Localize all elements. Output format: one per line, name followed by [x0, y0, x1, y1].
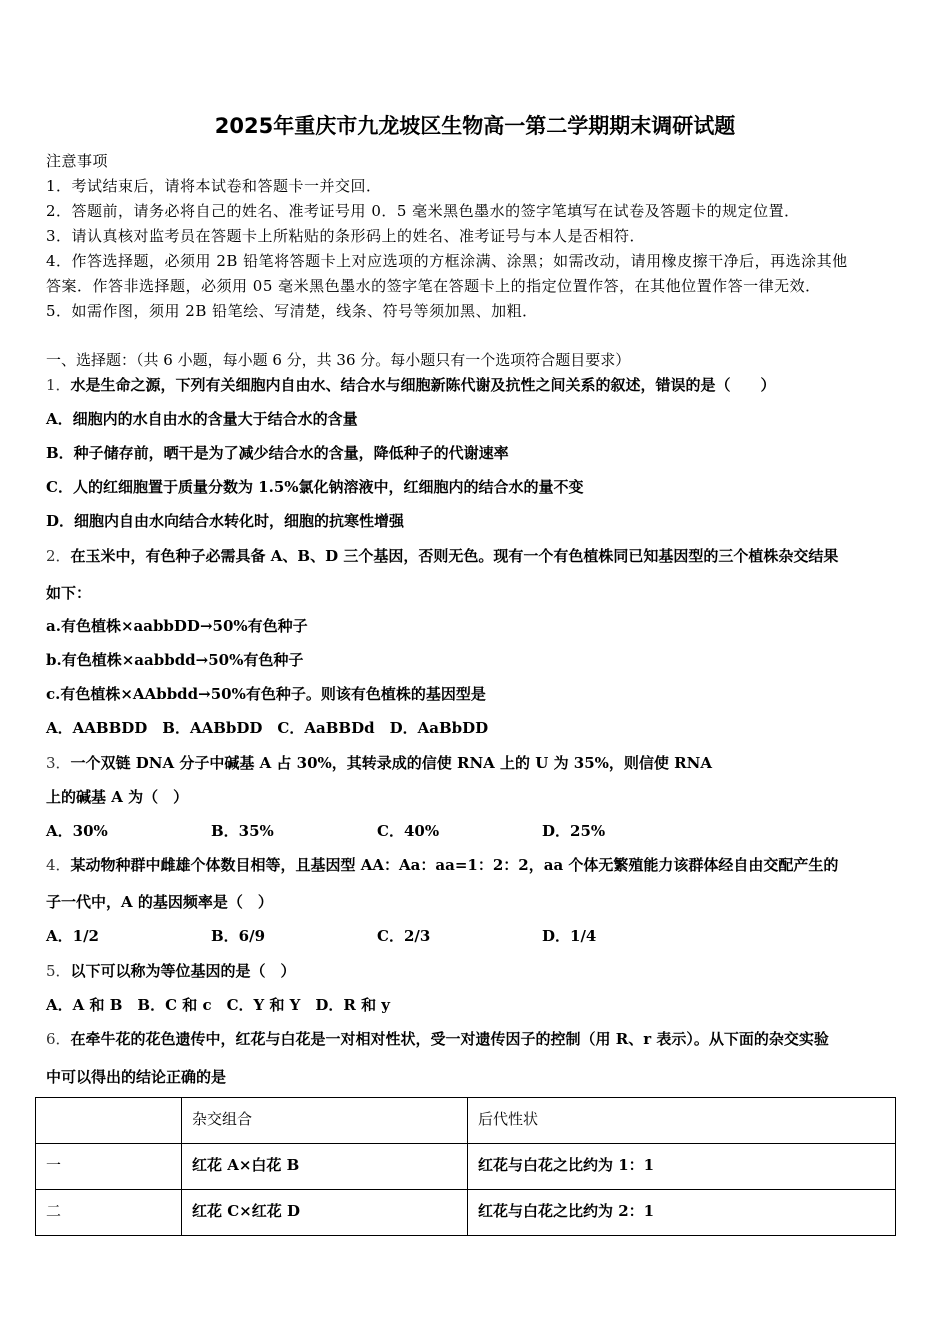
question-3-option-a: A．30% [46, 822, 108, 840]
table-cell: 红花 A×白花 B [182, 1144, 468, 1190]
cross-table [35, 1097, 896, 1236]
question-6-stem [46, 1029, 829, 1049]
section-heading: 一、选择题：（共 6 小题，每小题 6 分，共 36 分。每小题只有一个选项符合题目要求） [46, 351, 631, 369]
question-text: 在玉米中，有色种子必需具备 A、B、D 三个基因，否则无色。现有一个有色植株同已知基因型的三个植株杂交结果 [70, 547, 839, 565]
question-text: 以下可以称为等位基因的是（ ） [70, 962, 296, 980]
question-2-options: A．AABBDD B．AABbDD C．AaBBDd D．AaBbDD [46, 719, 489, 737]
table-cell: 红花与白花之比约为 2：1 [468, 1190, 896, 1236]
notice-item: 5．如需作图，须用 2B 铅笔绘、写清楚，线条、符号等须加黑、加粗． [46, 302, 538, 320]
table-row [36, 1144, 896, 1190]
table-cell: 红花 C×红花 D [182, 1190, 468, 1236]
notice-item: 2．答题前，请务必将自己的姓名、准考证号用 0．5 毫米黑色墨水的签字笔填写在试卷及答题卡的规定位置． [46, 202, 800, 220]
question-2-stem [46, 546, 838, 566]
table-cell: 红花与白花之比约为 1：1 [468, 1144, 896, 1190]
question-5-options: A．A 和 B B．C 和 c C．Y 和 Y D．R 和 y [46, 996, 391, 1014]
question-1-stem [46, 375, 776, 395]
question-3-option-c: C．40% [377, 822, 440, 840]
question-text: 一个双链 DNA 分子中碱基 A 占 30%，其转录成的信使 RNA 上的 U 为 35%，则信使 RNA [70, 754, 712, 772]
table-header-cell: 杂交组合 [182, 1098, 468, 1144]
notice-item: 答案．作答非选择题，必须用 05 毫米黑色墨水的签字笔在答题卡上的指定位置作答，在其他位置作答一律无效． [46, 277, 821, 295]
question-2-cross-b: b.有色植株×aabbdd→50%有色种子 [46, 651, 304, 669]
question-4-option-c: C．2/3 [377, 927, 431, 945]
question-number: 4． [46, 856, 71, 874]
question-4-option-b: B．6/9 [211, 927, 266, 945]
question-1-option-c: C．人的红细胞置于质量分数为 1.5%氯化钠溶液中，红细胞内的结合水的量不变 [46, 478, 584, 496]
question-text: 在牵牛花的花色遗传中，红花与白花是一对相对性状，受一对遗传因子的控制（用 R、r 表示）。从下面的杂交实验 [70, 1030, 829, 1048]
table-row [36, 1190, 896, 1236]
question-1-option-d: D．细胞内自由水向结合水转化时，细胞的抗寒性增强 [46, 512, 405, 530]
table-cell: 一 [36, 1144, 182, 1190]
question-2-cross-c: c.有色植株×AAbbdd→50%有色种子。则该有色植株的基因型是 [46, 685, 486, 703]
question-2-stem-cont: 如下： [46, 584, 92, 602]
question-4-stem [46, 855, 838, 875]
notice-item: 4．作答选择题，必须用 2B 铅笔将答题卡上对应选项的方框涂满、涂黑；如需改动，请用橡皮擦干净后，再选涂其他 [46, 252, 848, 270]
question-number: 6． [46, 1030, 71, 1048]
page-title: 2025年重庆市九龙坡区生物高一第二学期期末调研试题 [214, 114, 736, 138]
question-number: 5． [46, 962, 71, 980]
question-number: 3． [46, 754, 71, 772]
table-cell: 二 [36, 1190, 182, 1236]
table-header-cell: 后代性状 [468, 1098, 896, 1144]
question-text: 某动物种群中雌雄个体数目相等，且基因型 AA：Aa：aa=1：2：2，aa 个体无繁殖能力该群体经自由交配产生的 [70, 856, 839, 874]
question-5-stem [46, 961, 296, 981]
notice-item: 3．请认真核对监考员在答题卡上所粘贴的条形码上的姓名、准考证号与本人是否相符． [46, 227, 646, 245]
question-text: 水是生命之源，下列有关细胞内自由水、结合水与细胞新陈代谢及抗性之间关系的叙述，错误的是（ ） [70, 376, 776, 394]
table-header-cell [36, 1098, 182, 1144]
table-header-row [36, 1098, 896, 1144]
question-1-option-b: B．种子储存前，晒干是为了减少结合水的含量，降低种子的代谢速率 [46, 444, 509, 462]
question-4-stem-cont: 子一代中，A 的基因频率是（ ） [46, 893, 273, 911]
question-number: 2． [46, 547, 71, 565]
notice-heading: 注意事项 [46, 152, 109, 170]
question-3-option-d: D．25% [542, 822, 606, 840]
question-6-stem-cont: 中可以得出的结论正确的是 [46, 1068, 227, 1086]
question-4-option-d: D．1/4 [542, 927, 597, 945]
question-4-option-a: A．1/2 [46, 927, 99, 945]
question-number: 1． [46, 376, 71, 394]
question-3-stem [46, 753, 712, 773]
question-3-stem-cont: 上的碱基 A 为（ ） [46, 788, 189, 806]
question-3-option-b: B．35% [211, 822, 274, 840]
notice-item: 1．考试结束后，请将本试卷和答题卡一并交回． [46, 177, 382, 195]
question-1-option-a: A．细胞内的水自由水的含量大于结合水的含量 [46, 410, 358, 428]
question-2-cross-a: a.有色植株×aabbDD→50%有色种子 [46, 617, 308, 635]
